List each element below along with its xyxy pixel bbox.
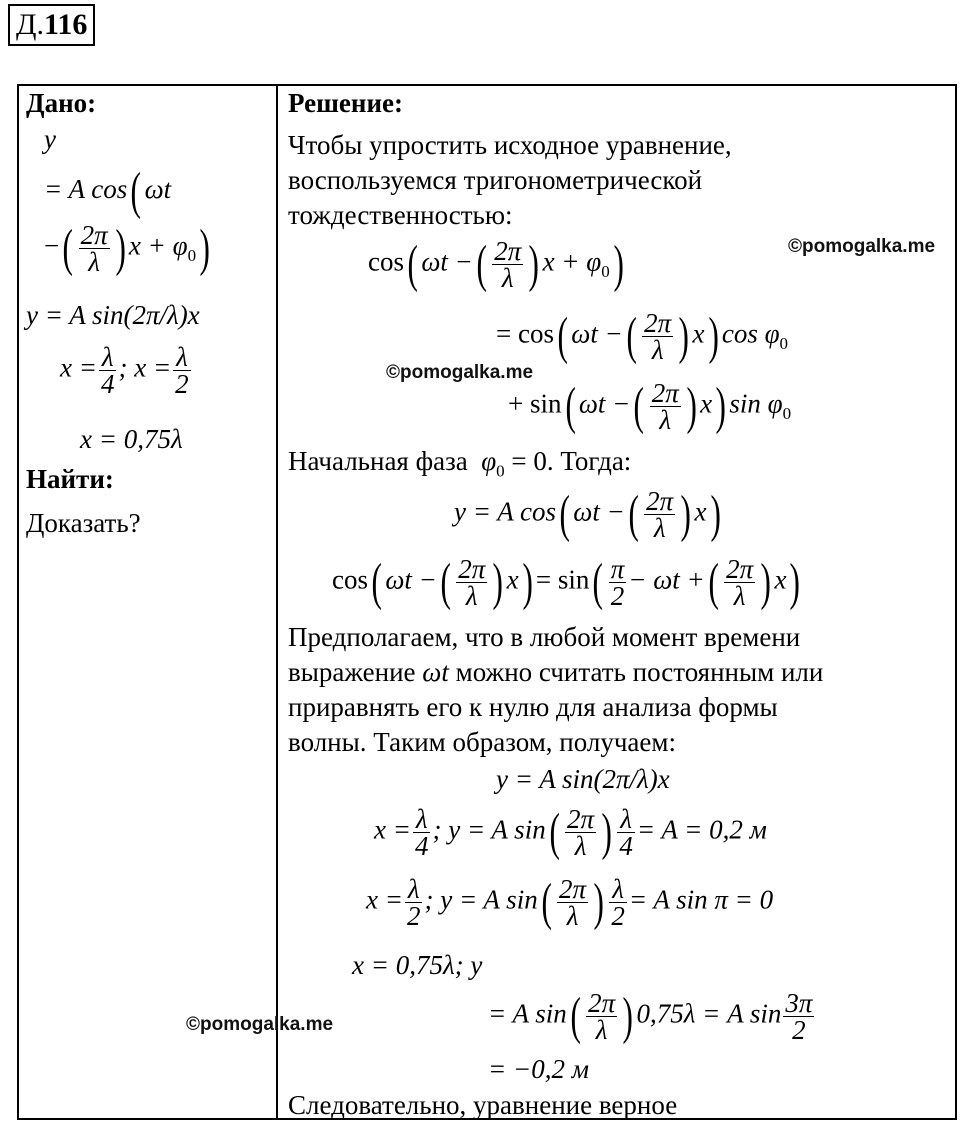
case-075-line1: x = 0,75λ; y xyxy=(352,950,483,980)
assume-line-3: приравнять его к нулю для анализа формы xyxy=(288,692,778,722)
phase-line: Начальная фаза $\varphi_0 = 0$. Тогда: xyxy=(288,446,632,481)
given-eq2: y = A sin(2π/λ)x xyxy=(26,300,200,330)
find-text: Доказать? xyxy=(26,508,141,538)
watermark-3: ©pomogalka.me xyxy=(186,1014,334,1035)
intro-line-3: тождественностью: xyxy=(288,200,513,230)
given-eq1-line3: −( $\frac{2\pi}{\lambda}$ ) $x + \varphi_0$) xyxy=(44,219,210,277)
cos-sin-identity: cos( ωt −( $\frac{2\pi}{\lambda}$ ) x) = sin( $\frac{\pi}{2}$ − ωt +( $\frac{2\pi}{\lambda}$ ) x) xyxy=(332,553,801,611)
case-half: x = $\frac{\lambda}{2}$ ; y = A sin( $\frac{2\pi}{\lambda}$ ) $\frac{\lambda}{2}$ = A sin π = 0 xyxy=(366,873,774,931)
watermark-1: ©pomogalka.me xyxy=(788,236,936,257)
identity-line-2: = cos( ωt −( $\frac{2\pi}{\lambda}$ ) x) $\cos \varphi_0$ xyxy=(496,307,789,365)
identity-line-1: cos( ωt −( $\frac{2\pi}{\lambda}$ ) $x + \varphi_0$) xyxy=(368,235,624,293)
identity-line-3: + sin( ωt −( $\frac{2\pi}{\lambda}$ ) x) $\sin \varphi_0$ xyxy=(508,377,792,435)
case-quarter: x = $\frac{\lambda}{4}$ ; y = A sin( $\frac{2\pi}{\lambda}$ ) $\frac{\lambda}{4}$ = A = 0,2 м xyxy=(374,803,767,861)
intro-line-2: воспользуемся тригонометрической xyxy=(288,165,703,195)
conclusion: Следовательно, уравнение верное xyxy=(288,1090,678,1120)
find-heading: Найти: xyxy=(26,464,114,494)
case-075-line2: = A sin( $\frac{2\pi}{\lambda}$ ) 0,75λ = A sin $\frac{3\pi}{2}$ xyxy=(488,987,813,1045)
assume-line-2: выражение ωt можно считать постоянным или xyxy=(288,657,824,687)
given-heading: Дано: xyxy=(26,88,97,118)
problem-label xyxy=(8,4,95,46)
given-eq3: x = $\frac{\lambda}{4}$ ; x = $\frac{\lambda}{2}$ xyxy=(60,342,189,399)
result-eq: y = A sin(2π/λ)x xyxy=(496,764,670,794)
given-eq1-y: y xyxy=(44,124,56,154)
given-eq4: x = 0,75λ xyxy=(80,424,183,454)
assume-line-4: волны. Таким образом, получаем: xyxy=(288,727,676,757)
column-divider xyxy=(276,84,278,1120)
watermark-2: ©pomogalka.me xyxy=(386,362,534,383)
solution-heading: Решение: xyxy=(288,88,403,118)
problem-number: 116 xyxy=(43,8,88,41)
problem-prefix: Д. xyxy=(16,8,44,41)
intro-line-1: Чтобы упростить исходное уравнение, xyxy=(288,130,732,160)
given-eq1-line2: = A cos( ωt xyxy=(44,163,172,220)
case-075-line3: = −0,2 м xyxy=(488,1054,589,1084)
y-acos-eq: y = A cos( ωt −( $\frac{2\pi}{\lambda}$ ) x) xyxy=(454,485,721,543)
assume-line-1: Предполагаем, что в любой момент времени xyxy=(288,622,801,652)
